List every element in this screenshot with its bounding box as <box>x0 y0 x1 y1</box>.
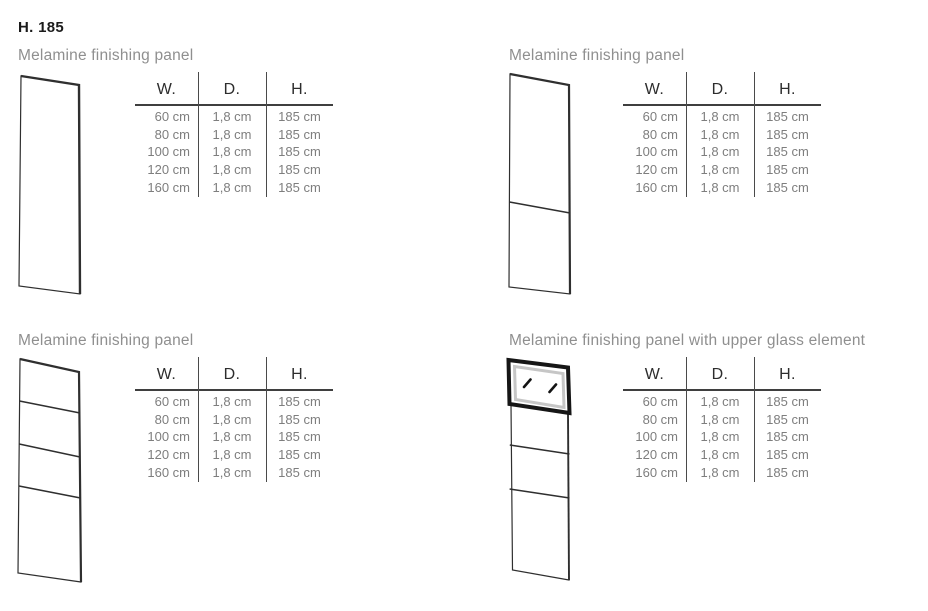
table-cell: 160 cm <box>147 464 190 480</box>
table-cell: 1,8 cm <box>212 464 252 480</box>
panel-illustration-single-joint <box>506 71 574 297</box>
table-cell: 60 cm <box>642 109 678 125</box>
table-cell: 120 cm <box>635 447 678 463</box>
table-cell: 185 cm <box>766 144 809 160</box>
column-header-depth: D. <box>711 81 729 98</box>
table-row <box>135 446 333 464</box>
table-row <box>623 411 821 429</box>
table-cell: 1,8 cm <box>212 162 252 178</box>
table-row <box>623 108 821 126</box>
panel-edge-highlight <box>568 414 569 581</box>
table-header-row <box>135 357 333 389</box>
table-cell: 1,8 cm <box>700 429 740 445</box>
table-cell: 1,8 cm <box>700 411 740 427</box>
table-cell: 1,8 cm <box>700 464 740 480</box>
table-cell: 1,8 cm <box>700 126 740 142</box>
table-row <box>135 463 333 481</box>
table-cell: 185 cm <box>766 411 809 427</box>
table-cell: 100 cm <box>147 144 190 160</box>
table-cell: 80 cm <box>642 126 678 142</box>
table-cell: 1,8 cm <box>700 109 740 125</box>
column-header-width: W. <box>644 81 665 98</box>
column-header-height: H. <box>779 81 796 98</box>
table-cell: 120 cm <box>635 162 678 178</box>
table-header-divider <box>135 104 333 106</box>
table-cell: 185 cm <box>766 126 809 142</box>
table-cell: 1,8 cm <box>212 447 252 463</box>
table-cell: 1,8 cm <box>700 447 740 463</box>
table-cell: 60 cm <box>154 394 190 410</box>
table-cell: 100 cm <box>635 429 678 445</box>
table-cell: 185 cm <box>278 447 321 463</box>
table-cell: 1,8 cm <box>212 394 252 410</box>
table-row <box>135 143 333 161</box>
table-cell: 1,8 cm <box>212 179 252 195</box>
table-cell: 120 cm <box>147 162 190 178</box>
dimensions-table <box>623 357 821 482</box>
dimensions-table <box>135 357 333 482</box>
table-cell: 160 cm <box>635 464 678 480</box>
panel-illustration-plain <box>16 73 84 299</box>
column-header-width: W. <box>156 81 177 98</box>
table-row <box>623 143 821 161</box>
table-row <box>623 463 821 481</box>
table-header-row <box>623 72 821 104</box>
table-row <box>623 126 821 144</box>
table-cell: 185 cm <box>766 429 809 445</box>
column-header-height: H. <box>779 366 796 383</box>
section-title: Melamine finishing panel <box>509 47 685 64</box>
section-glass-top-panel <box>491 325 928 611</box>
table-row <box>623 428 821 446</box>
section-single-joint-panel <box>491 40 928 310</box>
column-header-height: H. <box>291 81 308 98</box>
table-cell: 185 cm <box>278 162 321 178</box>
table-cell: 80 cm <box>154 126 190 142</box>
panel-illustration-glass-top <box>505 356 575 584</box>
panel-outline <box>19 76 80 294</box>
table-cell: 185 cm <box>278 144 321 160</box>
table-cell: 185 cm <box>766 162 809 178</box>
table-cell: 185 cm <box>278 411 321 427</box>
table-row <box>135 393 333 411</box>
section-title: Melamine finishing panel <box>18 47 194 64</box>
table-cell: 1,8 cm <box>700 394 740 410</box>
table-row <box>135 126 333 144</box>
glass-mat-border <box>515 367 565 408</box>
column-header-width: W. <box>644 366 665 383</box>
table-cell: 1,8 cm <box>212 411 252 427</box>
table-cell: 1,8 cm <box>700 162 740 178</box>
table-row <box>623 178 821 196</box>
table-row <box>623 161 821 179</box>
section-plain-panel <box>0 40 464 310</box>
table-cell: 1,8 cm <box>212 109 252 125</box>
table-cell: 185 cm <box>278 429 321 445</box>
table-cell: 1,8 cm <box>700 179 740 195</box>
table-cell: 120 cm <box>147 447 190 463</box>
section-three-joint-panel <box>0 325 464 611</box>
table-cell: 160 cm <box>635 179 678 195</box>
panel-body-outline <box>511 404 569 580</box>
table-cell: 100 cm <box>147 429 190 445</box>
table-cell: 185 cm <box>278 394 321 410</box>
table-cell: 80 cm <box>642 411 678 427</box>
column-header-height: H. <box>291 366 308 383</box>
table-cell: 60 cm <box>154 109 190 125</box>
table-cell: 1,8 cm <box>700 144 740 160</box>
table-cell: 185 cm <box>278 179 321 195</box>
table-cell: 1,8 cm <box>212 144 252 160</box>
column-header-width: W. <box>156 366 177 383</box>
table-header-row <box>623 357 821 389</box>
panel-outline <box>18 359 81 582</box>
table-row <box>135 178 333 196</box>
table-header-divider <box>135 389 333 391</box>
table-cell: 185 cm <box>766 447 809 463</box>
table-row <box>623 393 821 411</box>
table-body <box>623 393 821 481</box>
table-cell: 160 cm <box>147 179 190 195</box>
panel-illustration-three-joints <box>16 356 84 584</box>
page-heading: H. 185 <box>18 19 64 36</box>
column-header-depth: D. <box>223 366 241 383</box>
table-body <box>135 393 333 481</box>
table-cell: 185 cm <box>766 394 809 410</box>
table-row <box>135 108 333 126</box>
table-cell: 185 cm <box>278 126 321 142</box>
section-title: Melamine finishing panel with upper glass element <box>509 332 866 349</box>
dimensions-table <box>623 72 821 197</box>
table-row <box>135 428 333 446</box>
table-row <box>623 446 821 464</box>
table-cell: 60 cm <box>642 394 678 410</box>
section-title: Melamine finishing panel <box>18 332 194 349</box>
column-header-depth: D. <box>711 366 729 383</box>
table-header-divider <box>623 104 821 106</box>
table-header-divider <box>623 389 821 391</box>
table-header-row <box>135 72 333 104</box>
table-cell: 185 cm <box>278 109 321 125</box>
table-cell: 80 cm <box>154 411 190 427</box>
table-cell: 100 cm <box>635 144 678 160</box>
table-cell: 1,8 cm <box>212 126 252 142</box>
column-header-depth: D. <box>223 81 241 98</box>
table-row <box>135 161 333 179</box>
table-cell: 185 cm <box>766 179 809 195</box>
panel-outline <box>509 74 570 294</box>
dimensions-table <box>135 72 333 197</box>
table-body <box>135 108 333 196</box>
table-row <box>135 411 333 429</box>
table-cell: 1,8 cm <box>212 429 252 445</box>
table-body <box>623 108 821 196</box>
table-cell: 185 cm <box>766 464 809 480</box>
table-cell: 185 cm <box>766 109 809 125</box>
table-cell: 185 cm <box>278 464 321 480</box>
